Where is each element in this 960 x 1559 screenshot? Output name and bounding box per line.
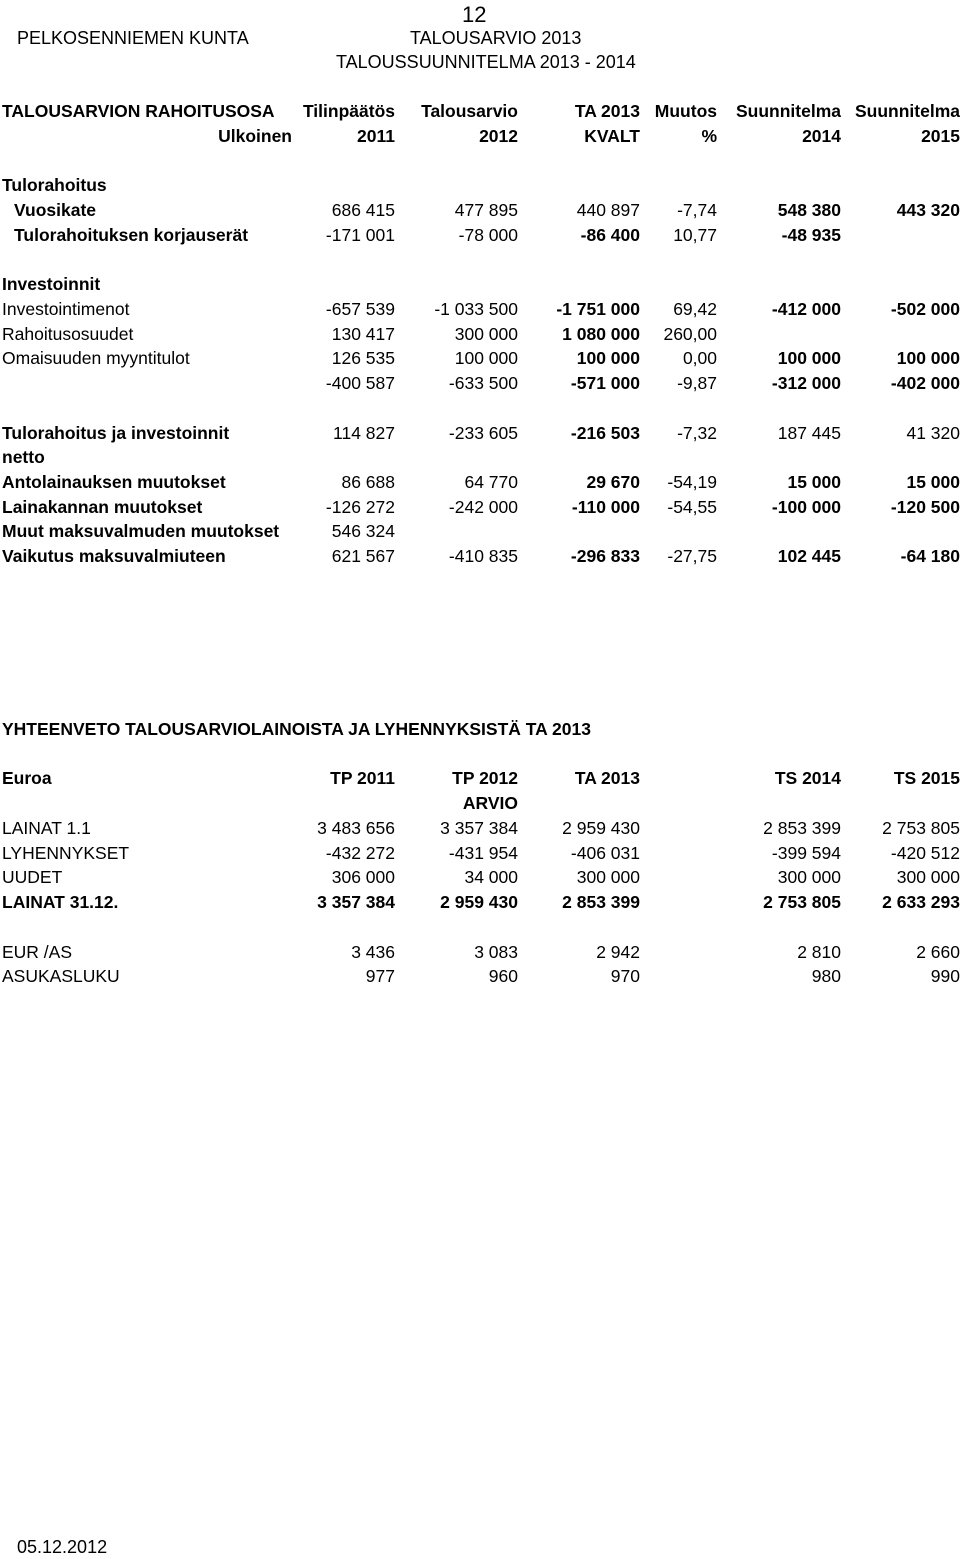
table-cell: 100 000	[454, 348, 518, 368]
table-cell: -64 180	[900, 546, 960, 566]
table-cell: -406 031	[570, 843, 640, 863]
table-cell: 100 000	[777, 348, 841, 368]
table-cell: 69,42	[673, 299, 717, 319]
plan-title: TALOUSSUUNNITELMA 2013 - 2014	[336, 52, 636, 72]
table-cell: 2 753 805	[882, 818, 960, 838]
table-cell: -399 594	[771, 843, 841, 863]
loan-col-header-tp2012: TP 2012	[452, 768, 518, 788]
table-cell: 300 000	[576, 867, 640, 887]
loan-col-header-ta2013: TA 2013	[574, 768, 640, 788]
table-cell: -86 400	[580, 225, 640, 245]
row-label-lainakanta: Lainakannan muutokset	[2, 497, 203, 517]
loan-col-header-tp2011: TP 2011	[330, 768, 395, 788]
table-cell: 3 357 384	[440, 818, 518, 838]
table-cell: 621 567	[331, 546, 395, 566]
table-cell: -502 000	[890, 299, 960, 319]
table-cell: -48 935	[781, 225, 841, 245]
table-cell: -242 000	[448, 497, 518, 517]
table-cell: -233 605	[448, 423, 518, 443]
table-cell: 2 853 399	[562, 892, 640, 912]
table-cell: 2 959 430	[562, 818, 640, 838]
table-cell: 187 445	[777, 423, 841, 443]
table-cell: 34 000	[464, 867, 518, 887]
col-header-suunnitelma-2015: Suunnitelma	[854, 101, 960, 121]
table-cell: 102 445	[777, 546, 841, 566]
loan-row-label: UUDET	[2, 867, 63, 887]
col-sub-kvalt: KVALT	[584, 126, 640, 146]
table-cell: 3 357 384	[317, 892, 395, 912]
financing-table-title: TALOUSARVION RAHOITUSOSA	[2, 101, 275, 121]
table-cell: 2 753 805	[763, 892, 841, 912]
table-cell: 960	[488, 966, 518, 986]
col-sub-2012: 2012	[479, 126, 518, 146]
loan-col-header-arvio: ARVIO	[462, 793, 518, 813]
row-label-muut-muutokset: Muut maksuvalmuden muutokset	[2, 521, 280, 541]
loan-row-label: LYHENNYKSET	[2, 843, 130, 863]
row-label-antolainaus: Antolainauksen muutokset	[2, 472, 226, 492]
table-cell: 100 000	[576, 348, 640, 368]
col-header-tilinpaatos: Tilinpäätös	[302, 101, 395, 121]
table-cell: 126 535	[331, 348, 395, 368]
table-cell: -1 751 000	[556, 299, 640, 319]
col-sub-2014: 2014	[802, 126, 841, 146]
table-cell: -400 587	[325, 373, 395, 393]
table-cell: 2 633 293	[882, 892, 960, 912]
table-cell: 440 897	[576, 200, 640, 220]
page-number: 12	[462, 2, 487, 27]
table-cell: -100 000	[771, 497, 841, 517]
table-cell: 64 770	[464, 472, 518, 492]
loan-label-header: Euroa	[2, 768, 52, 788]
table-cell: 29 670	[586, 472, 640, 492]
table-cell: -571 000	[570, 373, 640, 393]
loan-table-title: YHTEENVETO TALOUSARVIOLAINOISTA JA LYHENNYKSISTÄ TA 2013	[2, 719, 591, 739]
col-sub-2015: 2015	[921, 126, 960, 146]
table-cell: -110 000	[571, 497, 640, 517]
table-cell: 3 483 656	[317, 818, 395, 838]
loan-row-label: ASUKASLUKU	[2, 966, 120, 986]
table-cell: -402 000	[890, 373, 960, 393]
table-cell: -27,75	[667, 546, 717, 566]
table-cell: 300 000	[777, 867, 841, 887]
table-cell: -126 272	[325, 497, 395, 517]
col-header-suunnitelma-2014: Suunnitelma	[735, 101, 841, 121]
table-cell: 548 380	[777, 200, 841, 220]
table-cell: 477 895	[454, 200, 518, 220]
row-label-myyntitulot: Omaisuuden myyntitulot	[2, 348, 190, 368]
table-cell: 15 000	[787, 472, 841, 492]
table-cell: 980	[811, 966, 841, 986]
table-cell: -657 539	[325, 299, 395, 319]
row-label-korjauserat: Tulorahoituksen korjauserät	[14, 225, 249, 245]
row-label-tulorahoitus: Tulorahoitus	[2, 175, 107, 195]
table-cell: 300 000	[896, 867, 960, 887]
row-label-investointimenot: Investointimenot	[2, 299, 130, 319]
table-cell: 3 436	[351, 942, 395, 962]
table-cell: -120 500	[890, 497, 960, 517]
table-cell: 2 942	[596, 942, 640, 962]
table-cell: -412 000	[771, 299, 841, 319]
row-label-tulorahoitus-investoinnit: Tulorahoitus ja investoinnit	[2, 423, 230, 443]
table-cell: -432 272	[325, 843, 395, 863]
table-cell: -171 001	[325, 225, 395, 245]
table-cell: -78 000	[458, 225, 518, 245]
table-cell: 977	[365, 966, 395, 986]
table-cell: 3 083	[474, 942, 518, 962]
table-cell: -296 833	[570, 546, 640, 566]
table-cell: 686 415	[331, 200, 395, 220]
table-cell: 443 320	[896, 200, 960, 220]
col-sub-percent: %	[701, 126, 717, 146]
table-cell: 1 080 000	[562, 324, 640, 344]
row-label-investoinnit: Investoinnit	[2, 274, 101, 294]
table-cell: 2 959 430	[440, 892, 518, 912]
table-cell: 2 660	[916, 942, 960, 962]
row-label-vuosikate: Vuosikate	[14, 200, 97, 220]
col-header-ta2013: TA 2013	[574, 101, 640, 121]
col-header-talousarvio: Talousarvio	[421, 101, 518, 121]
loan-col-header-ts2014: TS 2014	[774, 768, 841, 788]
table-cell: -54,19	[667, 472, 717, 492]
table-cell: 546 324	[290, 521, 395, 541]
budget-title: TALOUSARVIO 2013	[410, 28, 582, 48]
row-label-vaikutus: Vaikutus maksuvalmiuteen	[2, 546, 226, 566]
loan-col-header-ts2015: TS 2015	[893, 768, 960, 788]
table-cell: 260,00	[663, 324, 717, 344]
loan-row-label: LAINAT 31.12.	[2, 892, 119, 912]
table-cell: -54,55	[667, 497, 717, 517]
table-cell: -431 954	[448, 843, 518, 863]
table-cell: 10,77	[673, 225, 717, 245]
table-cell: 86 688	[341, 472, 395, 492]
row-label-rahoitusosuudet: Rahoitusosuudet	[2, 324, 134, 344]
table-cell: 15 000	[906, 472, 960, 492]
table-cell: -420 512	[890, 843, 960, 863]
loan-row-label: LAINAT 1.1	[2, 818, 91, 838]
table-cell: 130 417	[331, 324, 395, 344]
table-cell: 990	[930, 966, 960, 986]
table-cell: 300 000	[454, 324, 518, 344]
table-cell: 2 810	[797, 942, 841, 962]
table-cell: 0,00	[682, 348, 717, 368]
table-cell: -216 503	[570, 423, 640, 443]
table-cell: 114 827	[333, 423, 395, 443]
table-cell: 41 320	[906, 423, 960, 443]
table-cell: 2 853 399	[763, 818, 841, 838]
table-cell: -7,32	[677, 423, 717, 443]
table-cell: -9,87	[677, 373, 717, 393]
table-cell: -7,74	[677, 200, 717, 220]
organization-name: PELKOSENNIEMEN KUNTA	[17, 28, 249, 48]
footer-date: 05.12.2012	[17, 1537, 108, 1557]
table-cell: 306 000	[331, 867, 395, 887]
table-cell: -410 835	[448, 546, 518, 566]
table-cell: 100 000	[896, 348, 960, 368]
table-cell: -1 033 500	[434, 299, 518, 319]
table-cell: 970	[610, 966, 640, 986]
loan-row-label: EUR /AS	[2, 942, 73, 962]
row-label-netto: netto	[2, 447, 45, 467]
financing-table-subtitle: Ulkoinen	[218, 126, 292, 146]
table-cell: -633 500	[448, 373, 518, 393]
table-cell: -312 000	[771, 373, 841, 393]
col-header-muutos: Muutos	[654, 101, 717, 121]
col-sub-2011: 2011	[357, 126, 395, 146]
